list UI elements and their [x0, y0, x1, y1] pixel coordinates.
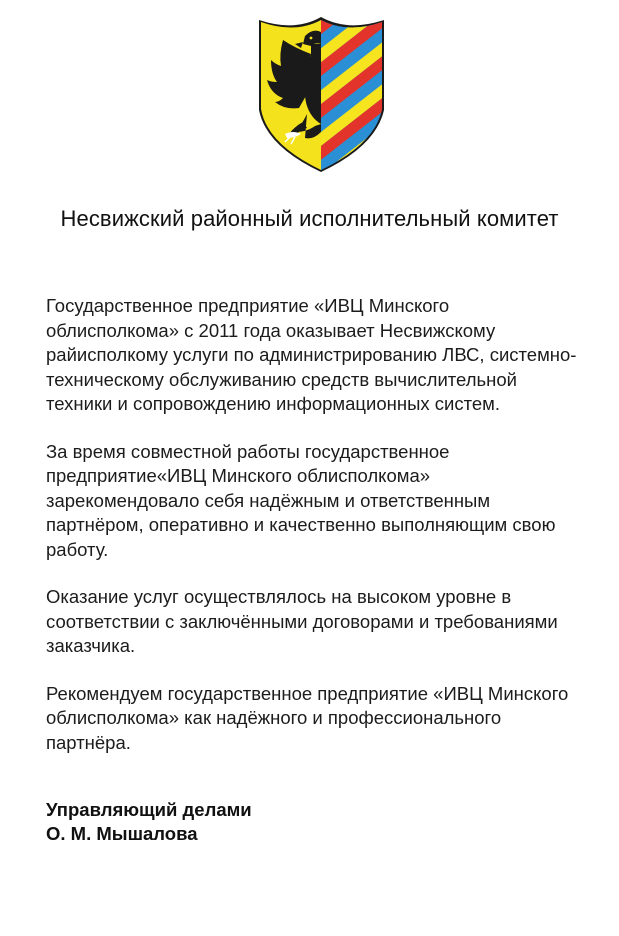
signatory-position: Управляющий делами — [46, 799, 252, 820]
paragraph: Государственное предприятие «ИВЦ Минского облисполкома» с 2011 года оказывает Несвижскому райисполкому услуги по администрированию ЛВС, системно-техническому обслуживанию средств вычислительной техники и сопровождению информационных систем. — [46, 295, 577, 414]
signatory-name: О. М. Мышалова — [46, 823, 198, 844]
paragraph: Рекомендуем государственное предприятие «ИВЦ Минского облисполкома» как надёжного и профессионального партнёра. — [46, 682, 569, 753]
letter-body — [46, 294, 586, 778]
signature-block — [46, 798, 252, 846]
coat-of-arms-emblem — [255, 14, 388, 172]
page-title: Несвижский районный исполнительный комитет — [60, 206, 559, 231]
paragraph: Оказание услуг осуществлялось на высоком уровне в соответствии с заключёнными договорами и требованиями заказчика. — [46, 586, 558, 656]
paragraph: За время совместной работы государственное предприятие«ИВЦ Минского облисполкома» зарекомендовало себя надёжным и ответственным партнёром, оперативно и качественно выполняющим свою работу. — [46, 440, 556, 560]
